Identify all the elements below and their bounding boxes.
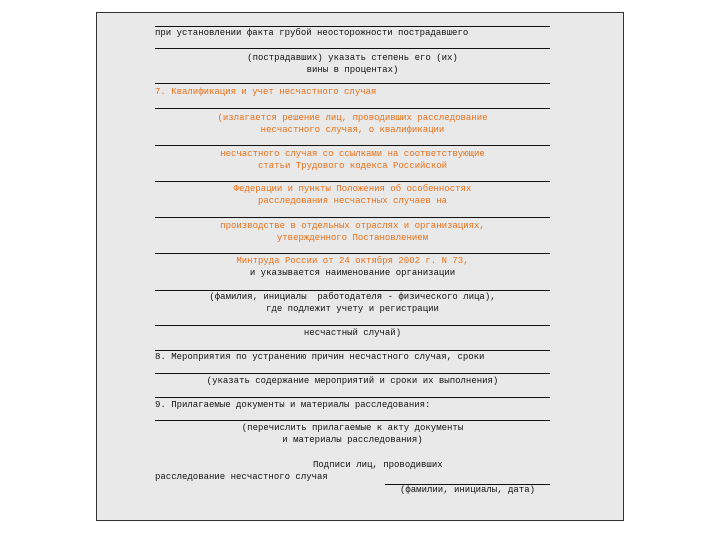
blank-line (155, 420, 550, 421)
hint-text: и указывается наименование организации (249, 268, 456, 278)
orange-text: Минтруда России от 24 октября 2002 г. N 73, (236, 256, 469, 266)
section-8-heading: 8. Мероприятия по устранению причин несчастного случая, сроки (155, 352, 485, 362)
section-7-heading: 7. Квалификация и учет несчастного случая (155, 87, 377, 97)
blank-line (155, 253, 550, 254)
blank-line (155, 108, 550, 109)
blank-line (155, 145, 550, 146)
hint-text: где подлежит учету и регистрации (266, 304, 439, 314)
orange-text: Федерации и пункты Положения об особенностях (233, 184, 472, 194)
hint-text: несчастный случай) (303, 328, 402, 338)
blank-line (155, 48, 550, 49)
hint-text: (фамилия, инициалы работодателя - физического лица), (209, 292, 496, 302)
blank-line (155, 83, 550, 84)
signature-label: расследование несчастного случая (155, 472, 328, 482)
signature-label: Подписи лиц, проводивших (313, 460, 443, 470)
orange-text: статьи Трудового кодекса Российской (257, 161, 448, 171)
orange-text: утвержденного Постановлением (276, 233, 429, 243)
blank-line (155, 325, 550, 326)
hint-text: вины в процентах) (306, 65, 399, 75)
text-line: при установлении факта грубой неосторожности пострадавшего (155, 28, 469, 38)
hint-text: (перечислить прилагаемые к акту документы (241, 423, 464, 433)
orange-text: (излагается решение лиц, проводивших расследование (217, 113, 488, 123)
orange-text: несчастного случая, о квалификации (260, 125, 445, 135)
hint-text: (указать содержание мероприятий и сроки их выполнения) (206, 376, 499, 386)
blank-line (155, 373, 550, 374)
hint-text: и материалы расследования) (282, 435, 423, 445)
orange-text: производстве в отдельных отраслях и организациях, (220, 221, 485, 231)
hint-text: (пострадавших) указать степень его (их) (247, 53, 458, 63)
blank-line (155, 181, 550, 182)
section-9-heading: 9. Прилагаемые документы и материалы расследования: (155, 400, 431, 410)
blank-line (155, 397, 550, 398)
orange-text: расследования несчастных случаев на (257, 196, 448, 206)
orange-text: несчастного случая со ссылками на соответствующие (220, 149, 485, 159)
hint-text: (фамилии, инициалы, дата) (399, 485, 536, 495)
blank-line (155, 217, 550, 218)
